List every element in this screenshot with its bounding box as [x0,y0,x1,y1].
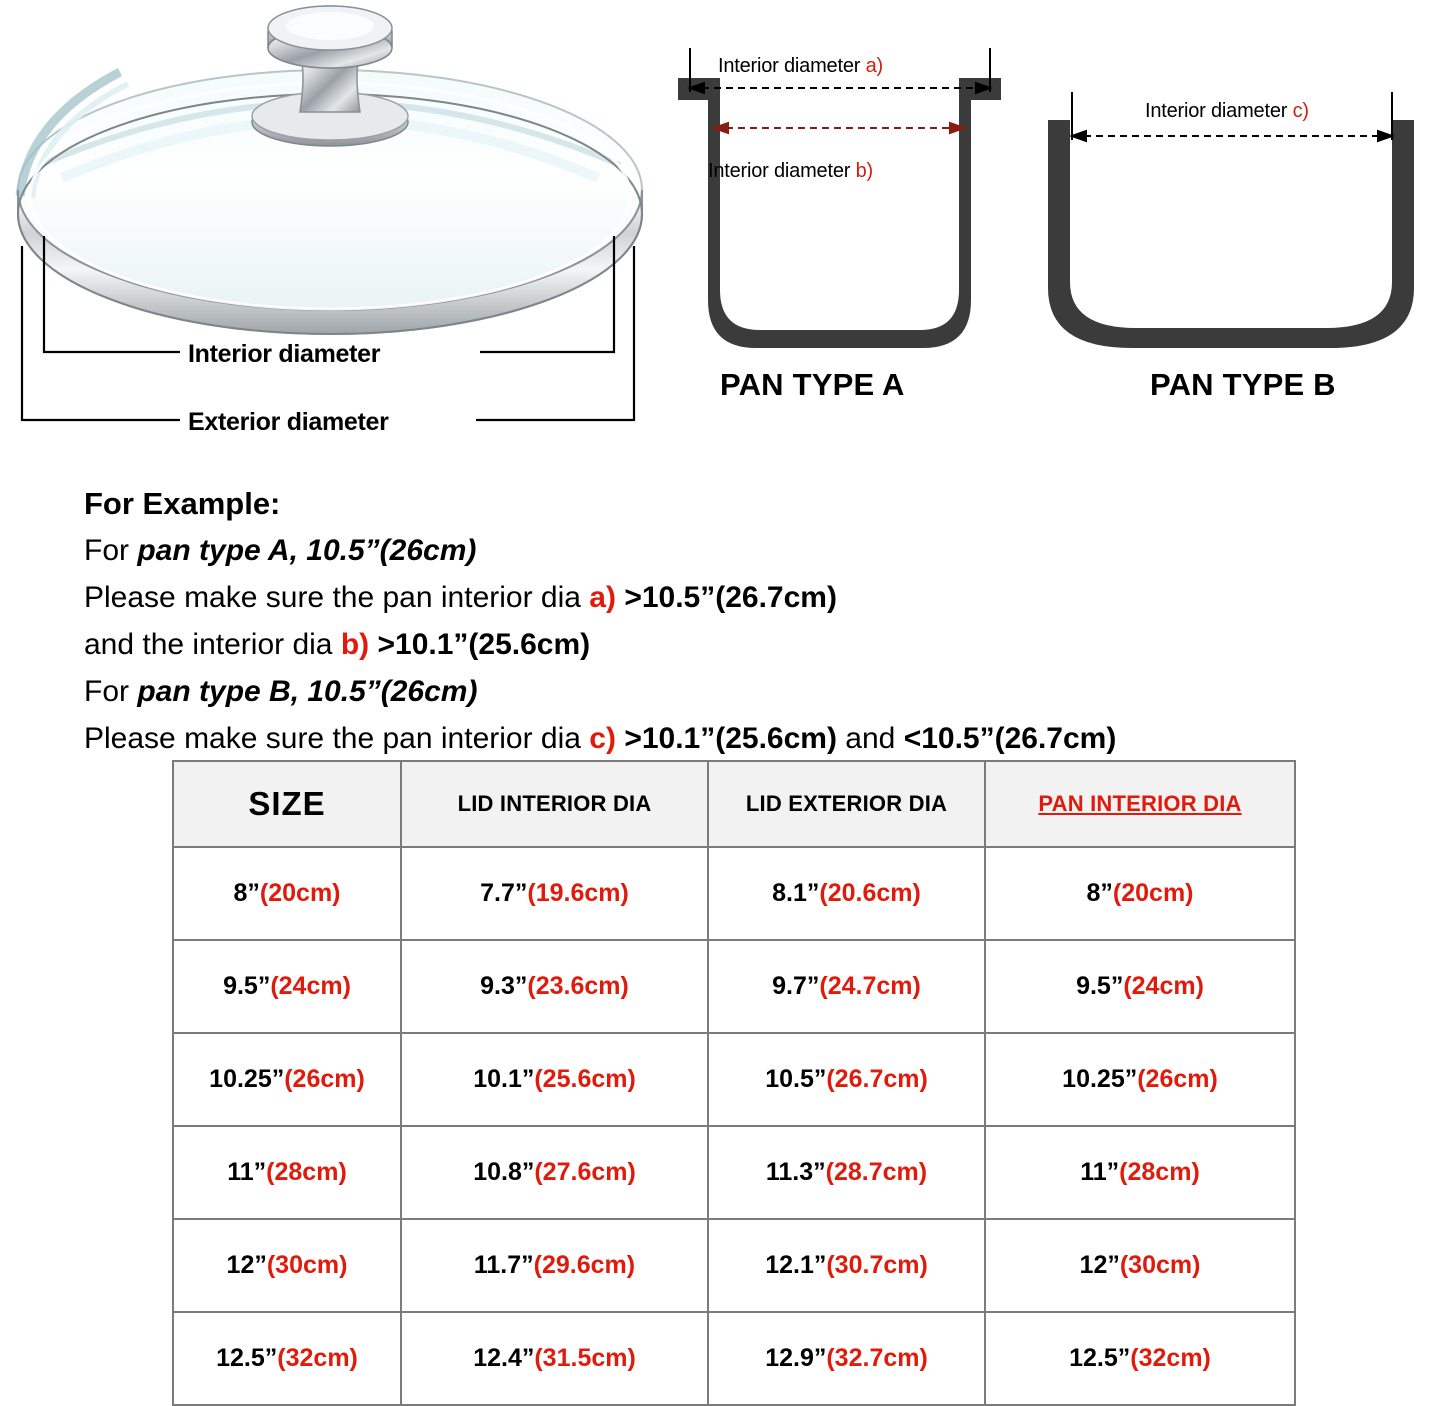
cell-lid-interior-cm: (29.6cm) [533,1251,636,1279]
glass-lid-illustration [0,0,670,460]
cell-lid-interior-inch: 7.7” [480,879,528,907]
cell-lid-exterior-cm: (24.7cm) [819,972,921,1000]
cell-size-inch: 12” [226,1251,267,1279]
cell-lid-exterior-inch: 12.9” [765,1344,827,1372]
cell-lid-interior-inch: 9.3” [480,972,528,1000]
table-header [173,761,1295,847]
cell-pan-interior-inch: 12” [1079,1251,1120,1279]
cell-lid-exterior-inch: 9.7” [772,972,820,1000]
pan-a-label-b-letter: b) [855,160,873,182]
cell-lid-exterior-inch: 11.3” [765,1158,826,1186]
cell-size-inch: 9.5” [223,972,271,1000]
example-line-5-value-1: >10.1”(25.6cm) [615,722,837,755]
example-line-4-prefix: For [84,675,138,708]
cell-size [173,940,401,1033]
table-header-row [173,761,1295,847]
cell-pan-interior-cm: (20cm) [1112,879,1194,907]
example-line-2-value: >10.5”(26.7cm) [615,581,837,614]
table-row [173,1219,1295,1312]
example-line-2 [84,574,1414,621]
cell-lid-interior-cm: (27.6cm) [534,1158,636,1186]
cell-lid-interior-inch: 11.7” [473,1251,534,1279]
column-header-size: SIZE [173,761,401,847]
example-line-2-prefix: Please make sure the pan interior dia [84,581,590,614]
cell-lid-exterior-inch: 12.1” [765,1251,827,1279]
cell-pan-interior-inch: 8” [1086,879,1113,907]
cell-lid-exterior [708,847,985,940]
diagram-area [0,0,1445,460]
pan-type-a-figure [668,0,1058,460]
cell-size [173,1126,401,1219]
column-header-pan-interior-dia: PAN INTERIOR DIA [985,761,1295,847]
table-body [173,847,1295,1405]
cell-lid-interior-inch: 10.1” [473,1065,535,1093]
pan-b-label-c-letter: c) [1292,100,1309,122]
cell-size [173,1312,401,1405]
cell-lid-interior [401,1219,708,1312]
cell-pan-interior-inch: 12.5” [1069,1344,1131,1372]
cell-pan-interior [985,1312,1295,1405]
example-line-1 [84,527,1414,574]
cell-lid-exterior-cm: (26.7cm) [826,1065,928,1093]
pan-b-label-c-text: Interior diameter [1145,100,1293,122]
dimension-arrow-b [714,123,964,133]
pan-type-b-title: PAN TYPE B [1150,367,1336,402]
cell-lid-exterior-cm: (32.7cm) [826,1344,928,1372]
pan-b-interior-dia-c-label [1145,100,1309,123]
example-line-3 [84,621,1414,668]
cell-lid-interior [401,1033,708,1126]
example-line-3-prefix: and the interior dia [84,628,341,661]
cell-lid-interior-cm: (31.5cm) [534,1344,636,1372]
column-header-lid-exterior-dia: LID EXTERIOR DIA [708,761,985,847]
lid-exterior-diameter-label: Exterior diameter [188,408,389,436]
cell-lid-interior-inch: 10.8” [473,1158,535,1186]
cell-pan-interior-inch: 9.5” [1076,972,1124,1000]
cell-size-inch: 12.5” [216,1344,278,1372]
cell-pan-interior [985,1219,1295,1312]
cell-pan-interior [985,1033,1295,1126]
example-line-1-emphasis: pan type A, 10.5”(26cm) [137,534,477,567]
example-line-5-letter: c) [589,722,616,755]
cell-lid-interior [401,1126,708,1219]
example-line-5 [84,715,1414,762]
example-line-2-letter: a) [589,581,616,614]
cell-lid-interior [401,1312,708,1405]
cell-lid-exterior [708,940,985,1033]
cell-lid-exterior-cm: (30.7cm) [826,1251,928,1279]
example-line-5-value-2: <10.5”(26.7cm) [903,722,1117,755]
example-line-5-mid: and [836,722,904,755]
example-line-5-prefix: Please make sure the pan interior dia [84,722,590,755]
cell-lid-exterior [708,1033,985,1126]
example-text-block [84,480,1414,762]
cell-size [173,1219,401,1312]
table-row [173,1312,1295,1405]
cell-size-cm: (26cm) [284,1065,365,1093]
cell-size [173,847,401,940]
example-heading: For Example: [84,486,281,521]
cell-lid-exterior [708,1219,985,1312]
cell-size-cm: (32cm) [277,1344,358,1372]
cell-size-cm: (20cm) [259,879,341,907]
example-line-3-letter: b) [340,628,370,661]
cell-lid-interior-cm: (19.6cm) [527,879,629,907]
lid-figure [0,0,670,460]
pan-a-label-a-text: Interior diameter [718,55,866,77]
column-header-lid-interior-dia: LID INTERIOR DIA [401,761,708,847]
cell-lid-exterior-cm: (20.6cm) [819,879,921,907]
pan-type-a-title: PAN TYPE A [720,367,905,402]
cell-size-cm: (28cm) [266,1158,347,1186]
cell-lid-exterior-inch: 8.1” [772,879,820,907]
example-line-3-value: >10.1”(25.6cm) [369,628,591,661]
cell-lid-interior-cm: (23.6cm) [527,972,629,1000]
cell-size-cm: (30cm) [266,1251,348,1279]
cell-lid-exterior-cm: (28.7cm) [825,1158,928,1186]
cell-pan-interior-cm: (24cm) [1123,972,1204,1000]
cell-size-inch: 8” [233,879,260,907]
cell-size-inch: 10.25” [209,1065,285,1093]
example-line-1-prefix: For [84,534,138,567]
pan-a-interior-dia-a-label [718,55,883,78]
cell-lid-interior [401,940,708,1033]
cell-pan-interior-inch: 11” [1080,1158,1120,1186]
cell-pan-interior [985,1126,1295,1219]
cell-pan-interior [985,847,1295,940]
cell-pan-interior-cm: (30cm) [1119,1251,1201,1279]
lid-interior-diameter-label: Interior diameter [188,340,381,368]
pan-type-b-figure [1040,0,1445,460]
cell-size-cm: (24cm) [270,972,351,1000]
size-chart-table [172,760,1296,1406]
table-row [173,940,1295,1033]
cell-pan-interior [985,940,1295,1033]
table-row [173,1126,1295,1219]
pan-a-label-a-letter: a) [865,55,883,77]
cell-lid-exterior-inch: 10.5” [765,1065,827,1093]
cell-size [173,1033,401,1126]
cell-size-inch: 11” [227,1158,267,1186]
cell-lid-interior-cm: (25.6cm) [534,1065,636,1093]
cell-pan-interior-cm: (32cm) [1130,1344,1211,1372]
cell-lid-interior [401,847,708,940]
cell-lid-exterior [708,1312,985,1405]
table-row [173,1033,1295,1126]
cell-lid-interior-inch: 12.4” [473,1344,535,1372]
example-line-4-emphasis: pan type B, 10.5”(26cm) [137,675,478,708]
cell-pan-interior-cm: (26cm) [1137,1065,1218,1093]
cell-lid-exterior [708,1126,985,1219]
cell-pan-interior-inch: 10.25” [1062,1065,1138,1093]
example-line-4 [84,668,1414,715]
cell-pan-interior-cm: (28cm) [1119,1158,1200,1186]
pan-a-interior-dia-b-label [708,160,873,183]
table-row [173,847,1295,940]
pan-a-label-b-text: Interior diameter [708,160,856,182]
